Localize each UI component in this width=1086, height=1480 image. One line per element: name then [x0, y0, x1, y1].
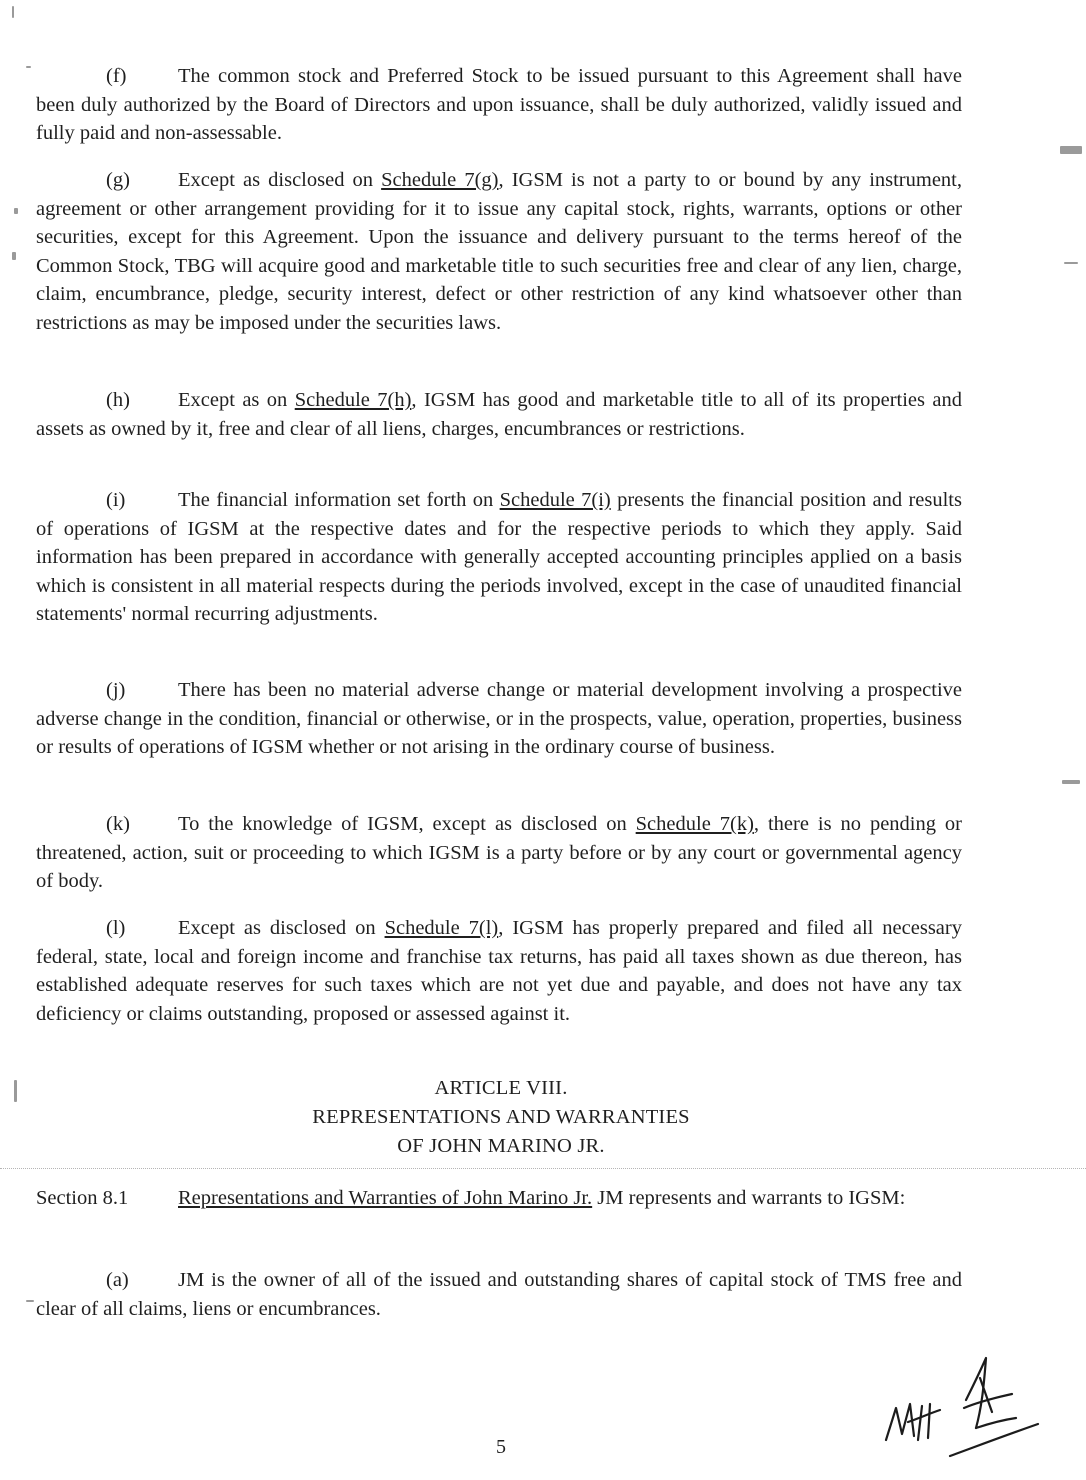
scan-speck	[14, 1080, 17, 1102]
paragraph-text: presents the financial position and results of operations of IGSM at the respective dates and for the respective periods to which they apply. Said information has been prepared in accordance with generally accepted accounting principles applied on a basis which is consistent in all material respects during the periods involved, except in the case of unaudited financial statements' normal recurring adjustments.	[36, 489, 962, 625]
article-title-line2: OF JOHN MARINO JR.	[397, 1135, 605, 1157]
article-title-line1: REPRESENTATIONS AND WARRANTIES	[312, 1106, 690, 1128]
schedule-reference: Schedule 7(l)	[384, 917, 499, 939]
paragraph-text: To the knowledge of IGSM, except as disclosed on	[178, 813, 636, 835]
paragraph-number: (a)	[106, 1269, 129, 1291]
paragraph-a	[36, 1266, 962, 1323]
paragraph-number: (i)	[106, 489, 126, 511]
scan-speck	[26, 66, 31, 68]
paragraph-text: , IGSM has good and marketable title to all of its properties and assets as owned by it, free and clear of all liens, charges, encumbrances or restrictions.	[36, 389, 962, 440]
paragraph-text: There has been no material adverse change or material development involving a prospective adverse change in the condition, financial or otherwise, or in the prospects, value, operation, properties, business or results of operations of IGSM whether or not arising in the ordinary course of business.	[36, 679, 962, 758]
paragraph-number: (l)	[106, 917, 126, 939]
scan-speck	[1060, 146, 1082, 154]
initials-signature	[868, 1348, 1058, 1468]
schedule-reference: Schedule 7(g)	[381, 169, 499, 191]
paragraph-j	[36, 676, 962, 762]
schedule-reference: Schedule 7(h)	[294, 389, 412, 411]
paragraph-text: The common stock and Preferred Stock to be issued pursuant to this Agreement shall have been duly authorized by the Board of Directors and upon issuance, shall be duly authorized, validly issued and fully paid and non-assessable.	[36, 65, 962, 144]
scan-speck	[1062, 780, 1080, 784]
scan-speck	[14, 208, 18, 214]
paragraph-number: (f)	[106, 65, 127, 87]
paragraph-text: Except as disclosed on	[178, 917, 385, 939]
paragraph-number: (g)	[106, 169, 130, 191]
scan-speck	[1064, 262, 1078, 264]
paragraph-number: (k)	[106, 813, 130, 835]
paragraph-f	[36, 62, 962, 148]
scan-rule	[0, 1168, 1086, 1169]
paragraph-text: The financial information set forth on	[178, 489, 500, 511]
paragraph-number: (j)	[106, 679, 126, 701]
scan-speck	[26, 1300, 34, 1302]
schedule-reference: Schedule 7(k)	[635, 813, 754, 835]
scan-speck	[12, 252, 16, 260]
schedule-reference: Schedule 7(i)	[499, 489, 611, 511]
page-number: 5	[496, 1436, 506, 1458]
paragraph-g	[36, 166, 962, 337]
article-number: ARTICLE VIII.	[434, 1077, 568, 1099]
paragraph-k	[36, 810, 962, 896]
paragraph-h	[36, 386, 962, 443]
paragraph-text: , there is no pending or threatened, action, suit or proceeding to which IGSM is a party before or by any court or governmental agency of body.	[36, 813, 963, 892]
paragraph-number: (h)	[106, 389, 130, 411]
article-heading	[36, 1074, 966, 1161]
scan-speck	[12, 6, 14, 18]
paragraph-text: , IGSM has properly prepared and filed all necessary federal, state, local and foreign income and franchise tax returns, has paid all taxes shown as due thereon, has established adequate reserves for such taxes which are not yet due and payable, and does not have any tax deficiency or claims outstanding, proposed or assessed against it.	[36, 917, 962, 1025]
section-8-1	[36, 1184, 966, 1213]
paragraph-l	[36, 914, 962, 1028]
paragraph-text: , IGSM is not a party to or bound by any instrument, agreement or other arrangement providing for it to issue any capital stock, rights, warrants, options or other securities, except for this Agreement. Upon the issuance and delivery pursuant to the terms hereof of the Common Stock, TBG will acquire good and marketable title to such securities free and clear of any lien, charge, claim, encumbrance, pledge, security interest, defect or other restriction of any kind whatsoever other than restrictions as may be imposed under the securities laws.	[36, 169, 962, 334]
paragraph-text: JM is the owner of all of the issued and outstanding shares of capital stock of TMS free and clear of all claims, liens or encumbrances.	[36, 1269, 962, 1320]
paragraph-i	[36, 486, 962, 629]
section-text: JM represents and warrants to IGSM:	[592, 1187, 906, 1209]
paragraph-text: Except as disclosed on	[178, 169, 382, 191]
paragraph-text: Except as on	[178, 389, 295, 411]
section-heading: Representations and Warranties of John Marino Jr.	[178, 1187, 593, 1209]
section-label: Section 8.1	[36, 1187, 129, 1209]
